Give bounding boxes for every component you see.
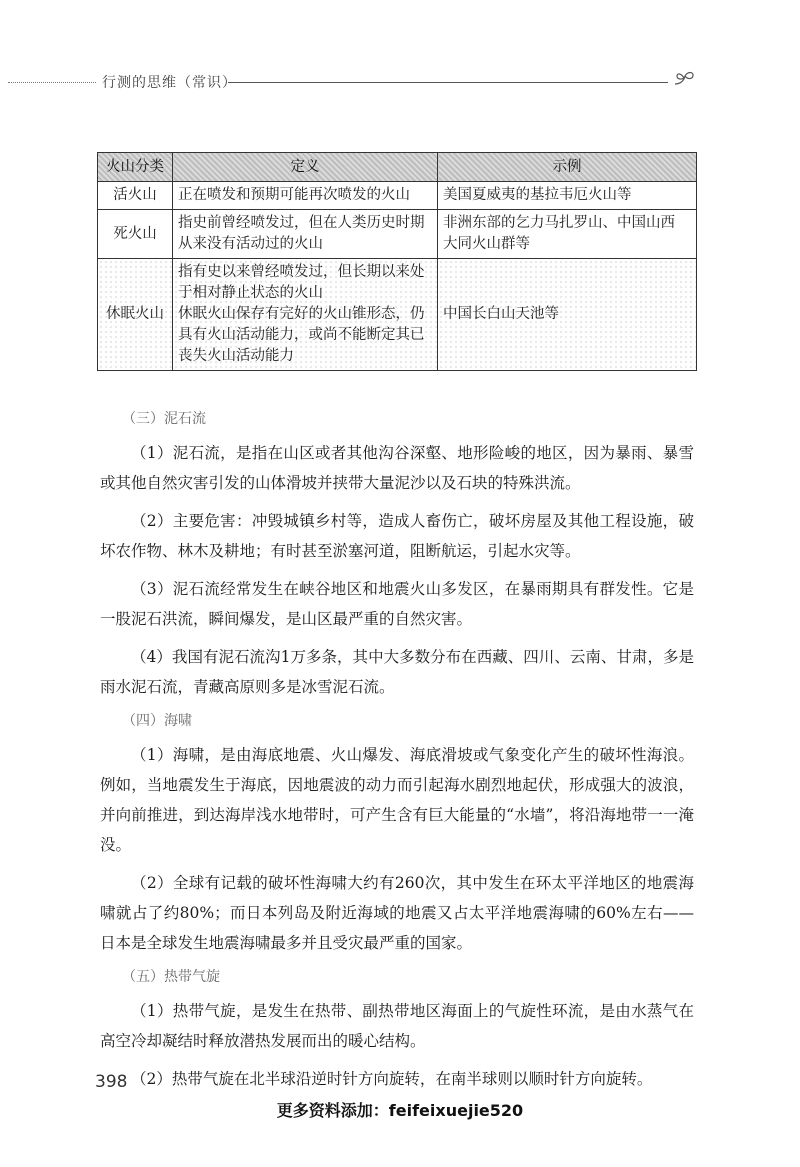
example-line: 非洲东部的乞力马扎罗山、中国山西 [443, 215, 675, 231]
section-debris-flow [100, 408, 694, 702]
definition-line: 具有火山活动能力，或尚不能断定其已 [178, 327, 425, 343]
definition-line: 正在喷发和预期可能再次喷发的火山 [178, 187, 410, 203]
definition-line: 休眠火山保存有完好的火山锥形态，仍 [178, 306, 425, 322]
section-heading: （三）泥石流 [122, 411, 206, 427]
header-title: 行测的思维（常识） [102, 75, 237, 91]
section-heading: （五）热带气旋 [122, 969, 220, 985]
paragraph: （1）海啸，是由海底地震、火山爆发、海底滑坡或气象变化产生的破坏性海浪。例如，当地震发生于海底，因地震波的动力而引起海水剧烈地起伏，形成强大的波浪，并向前推进，到达海岸浅水地带时，可产生含有巨大能量的“水墙”，将沿海地带一一淹没。 [100, 746, 694, 854]
paragraph: （2）全球有记载的破坏性海啸大约有260次，其中发生在环太平洋地区的地震海啸就占了约80%；而日本列岛及附近海域的地震又占太平洋地震海啸的60%左右——日本是全球发生地震海啸最多并且受灾最严重的国家。 [100, 874, 694, 952]
paragraph: （4）我国有泥石流沟1万多条，其中大多数分布在西藏、四川、云南、甘肃，多是雨水泥石流，青藏高原则多是冰雪泥石流。 [100, 648, 694, 696]
definition-line: 指史前曾经喷发过，但在人类历史时期 [178, 215, 425, 231]
definition-line: 丧失火山活动能力 [178, 348, 294, 364]
section-heading: （四）海啸 [122, 713, 192, 729]
example-line: 美国夏威夷的基拉韦厄火山等 [443, 187, 632, 203]
paragraph: （1）泥石流，是指在山区或者其他沟谷深壑、地形险峻的地区，因为暴雨、暴雪或其他自然灾害引发的山体滑坡并挟带大量泥沙以及石块的特殊洪流。 [100, 444, 694, 492]
table-row [98, 259, 697, 371]
row-definition [173, 259, 438, 371]
col-header-category: 火山分类 [98, 153, 173, 182]
paragraph: （2）热带气旋在北半球沿逆时针方向旋转，在南半球则以顺时针方向旋转。 [131, 1070, 653, 1088]
col-header-definition: 定义 [173, 153, 438, 182]
example-line: 大同火山群等 [443, 236, 530, 252]
definition-line: 于相对静止状态的火山 [178, 285, 323, 301]
page-number: 398 [95, 1072, 128, 1092]
table-header-row [98, 153, 697, 182]
page-content [100, 408, 694, 1102]
header-dotted-rule [8, 82, 96, 83]
example-line: 中国长白山天池等 [443, 306, 559, 322]
paragraph: （3）泥石流经常发生在峡谷地区和地震火山多发区，在暴雨期具有群发性。它是一股泥石洪流，瞬间爆发，是山区最严重的自然灾害。 [100, 580, 694, 628]
definition-line: 指有史以来曾经喷发过，但长期以来处 [178, 264, 425, 280]
row-example [438, 259, 697, 371]
footer-note: 更多资料添加：feifeixuejie520 [276, 1101, 524, 1120]
row-category: 死火山 [98, 210, 173, 259]
table-row [98, 210, 697, 259]
definition-line: 从来没有活动过的火山 [178, 236, 323, 252]
row-example [438, 210, 697, 259]
leaf-icon [672, 68, 696, 92]
row-example [438, 182, 697, 210]
section-tsunami [100, 710, 694, 958]
header-rule [228, 82, 668, 83]
paragraph: （2）主要危害：冲毁城镇乡村等，造成人畜伤亡，破坏房屋及其他工程设施，破坏农作物、林木及耕地；有时甚至淤塞河道，阻断航运，引起水灾等。 [100, 512, 694, 560]
row-category: 活火山 [98, 182, 173, 210]
row-definition [173, 182, 438, 210]
volcano-table [97, 152, 697, 371]
table-row [98, 182, 697, 210]
section-tropical-cyclone [100, 966, 694, 1094]
row-definition [173, 210, 438, 259]
running-header [0, 70, 800, 100]
row-category: 休眠火山 [98, 259, 173, 371]
col-header-example: 示例 [438, 153, 697, 182]
paragraph: （1）热带气旋，是发生在热带、副热带地区海面上的气旋性环流，是由水蒸气在高空冷却凝结时释放潜热发展而出的暖心结构。 [100, 1002, 694, 1050]
